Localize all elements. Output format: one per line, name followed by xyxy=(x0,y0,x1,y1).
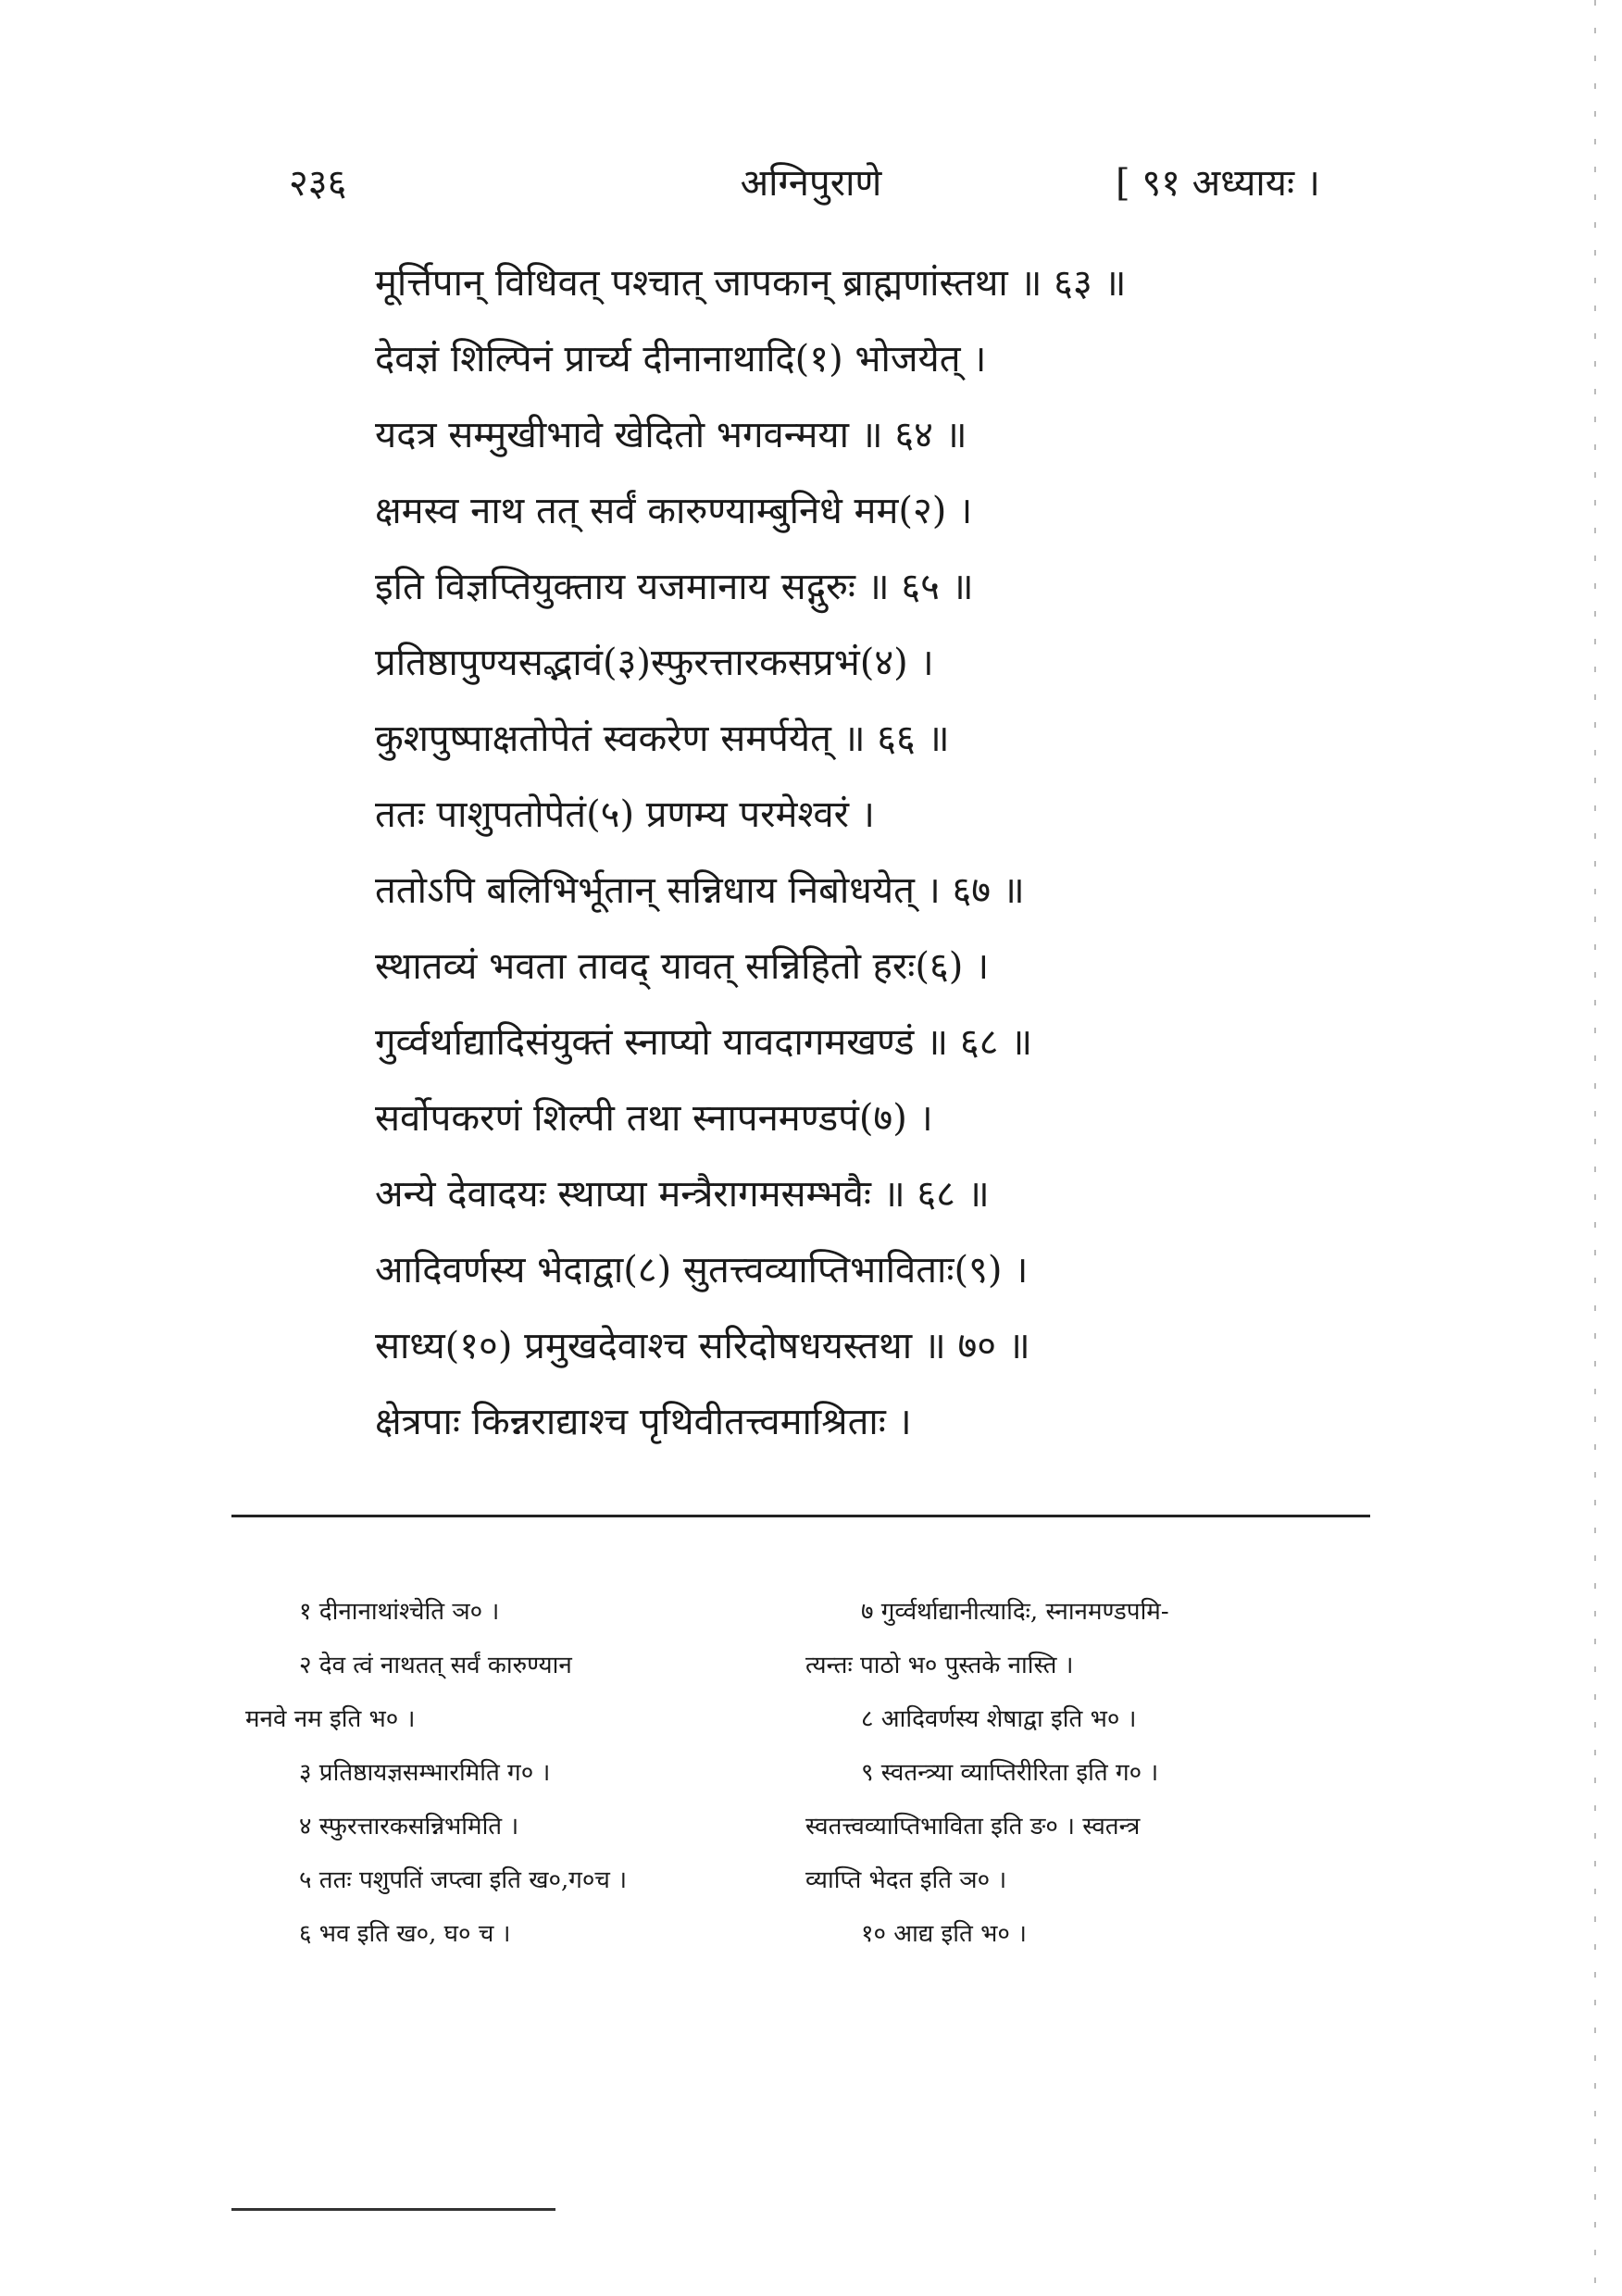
verse-line: प्रतिष्ठापुण्यसद्भावं(३)स्फुरत्तारकसप्रभं(४) । xyxy=(375,642,934,684)
verse-line: स्थातव्यं भवता तावद् यावत् सन्निहितो हरः(६) । xyxy=(375,945,990,988)
footnote-continuation: व्याप्ति भेदत इति ञ० । xyxy=(805,1866,1007,1894)
verse-line: ततोऽपि बलिभिर्भूतान् सन्निधाय निबोधयेत् । ६७ ॥ xyxy=(375,869,1025,912)
footnote-continuation: स्वतत्त्वव्याप्तिभाविता इति ङ० । स्वतन्त्र xyxy=(805,1813,1141,1841)
footnote: ७ गुर्व्वर्थाद्यानीत्यादिः, स्नानमण्डपमि- xyxy=(861,1598,1169,1626)
verse-line: देवज्ञं शिल्पिनं प्रार्च्य दीनानाथादि(१) भोजयेत् । xyxy=(375,338,987,381)
verse-line: यदत्र सम्मुखीभावे खेदितो भगवन्मया ॥ ६४ ॥ xyxy=(375,414,967,456)
verse-line: मूर्त्तिपान् विधिवत् पश्चात् जापकान् ब्राह्मणांस्तथा ॥ ६३ ॥ xyxy=(375,262,1127,305)
verse-line: इति विज्ञप्तियुक्ताय यजमानाय सद्गुरुः ॥ ६५ ॥ xyxy=(375,566,974,608)
page-number: २३६ xyxy=(289,162,347,205)
bottom-rule xyxy=(231,2208,555,2211)
verse-line: साध्य(१०) प्रमुखदेवाश्च सरिदोषधयस्तथा ॥ ७० ॥ xyxy=(375,1325,1030,1367)
footnote-continuation: मनवे नम इति भ० । xyxy=(245,1705,416,1733)
verse-line: आदिवर्णस्य भेदाद्वा(८) सुतत्त्वव्याप्तिभाविताः(९) । xyxy=(375,1249,1029,1292)
footnote-divider xyxy=(231,1515,1370,1517)
verse-line: ततः पाशुपतोपेतं(५) प्रणम्य परमेश्वरं । xyxy=(375,793,875,836)
verse-line: अन्ये देवादयः स्थाप्या मन्त्रैरागमसम्भवैः ॥ ६८ ॥ xyxy=(375,1173,990,1216)
verse-line: सर्वोपकरणं शिल्पी तथा स्नापनमण्डपं(७) । xyxy=(375,1097,933,1140)
verse-line: क्षमस्व नाथ तत् सर्वं कारुण्याम्बुनिधे मम(२) । xyxy=(375,490,973,532)
verse-line: क्षेत्रपाः किन्नराद्याश्च पृथिवीतत्त्वमाश्रिताः । xyxy=(375,1401,912,1443)
footnote: २ देव त्वं नाथतत् सर्वं कारुण्यान xyxy=(299,1652,572,1679)
running-title: अग्निपुराणे xyxy=(740,162,882,205)
page-edge xyxy=(1594,0,1596,2296)
footnote: ९ स्वतन्त्र्या व्याप्तिरीरिता इति ग० । xyxy=(861,1759,1159,1787)
footnote: ४ स्फुरत्तारकसन्निभमिति । xyxy=(299,1813,519,1841)
footnote: ८ आदिवर्णस्य शेषाद्वा इति भ० । xyxy=(861,1705,1137,1733)
footnote: ६ भव इति ख०, घ० च । xyxy=(299,1920,511,1948)
footnote: ३ प्रतिष्ठायज्ञसम्भारमिति ग० । xyxy=(299,1759,551,1787)
footnote-continuation: त्यन्तः पाठो भ० पुस्तके नास्ति । xyxy=(805,1652,1074,1679)
footnote: १० आद्य इति भ० । xyxy=(861,1920,1028,1948)
verse-line: गुर्व्वर्थाद्यादिसंयुक्तं स्नाप्यो यावदागमखण्डं ॥ ६८ ॥ xyxy=(375,1021,1033,1064)
chapter-label: [ ९१ अध्यायः । xyxy=(1116,162,1320,205)
verse-block xyxy=(375,245,1421,1460)
footnotes-left xyxy=(245,1585,801,1961)
verse-line: कुशपुष्पाक्षतोपेतं स्वकरेण समर्पयेत् ॥ ६६ ॥ xyxy=(375,718,950,760)
footnotes-right xyxy=(805,1585,1379,1961)
footnote: ५ ततः पशुपतिं जप्त्वा इति ख०,ग०च । xyxy=(299,1866,628,1894)
footnote: १ दीनानाथांश्चेति ञ० । xyxy=(299,1598,500,1626)
